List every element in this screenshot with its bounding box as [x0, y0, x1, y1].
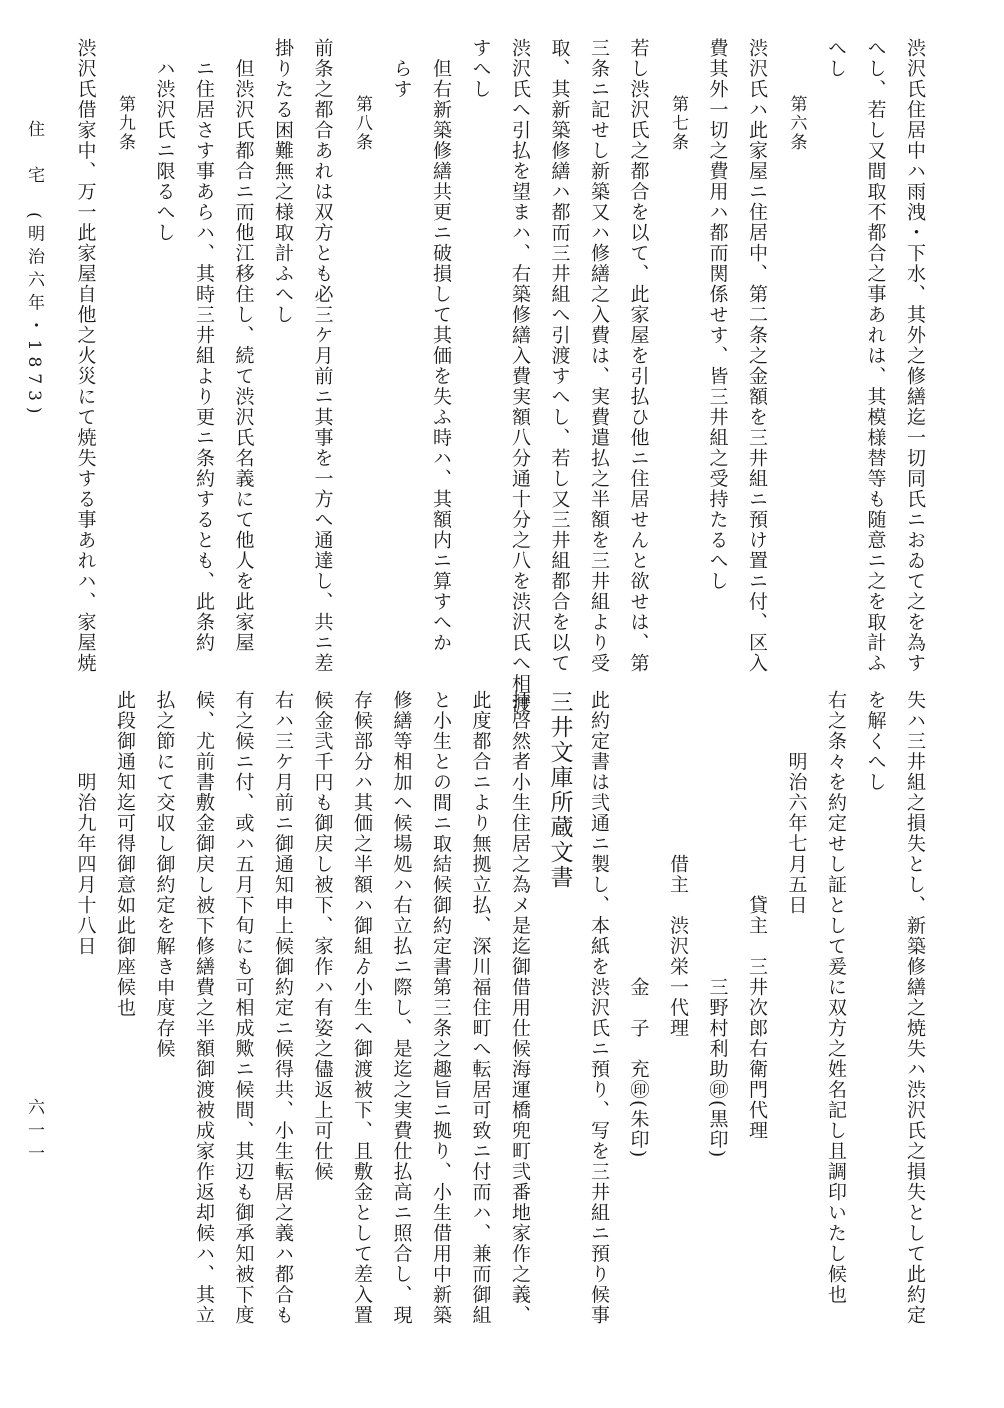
text-line: へし — [825, 38, 847, 79]
text-line: 此段御通知迄可得御意如此御座候也 — [114, 690, 136, 1018]
text-line: 失ハ三井組之損失とし、新築修繕之焼失ハ渋沢氏之損失として此約定 — [904, 690, 926, 1326]
text-line: 候金弐千円も御戻し被下、家作ハ有姿之儘返上可仕候 — [311, 690, 334, 1182]
text-line: 三条ニ記せし新築又ハ修繕之入費は、実費遣払之半額を三井組より受 — [588, 38, 610, 674]
text-line: 候、尤前書敷金御戻し被下修繕費之半額御渡被成家作返却候ハ、其立 — [193, 690, 215, 1326]
text-line: 有之候ニ付、或ハ五月下旬にも可相成歟ニ候間、其辺も御承知被下度 — [232, 690, 255, 1326]
date-line: 明治六年七月五日 — [785, 690, 808, 916]
text-line: と小生との間ニ取結候御約定書第三条之趣旨ニ拠り、小生借用中新築 — [430, 690, 452, 1326]
text-line: 払之節にて交収し御約定を解き申度存候 — [153, 690, 176, 1059]
text-line: 右ハ三ケ月前ニ御通知申上候御約定ニ候得共、小生転居之義ハ都合も — [272, 690, 294, 1326]
top-text-block — [65, 38, 934, 715]
text-line: 若し渋沢氏之都合を以て、此家屋を引払ひ他ニ住居せんと欲せは、第 — [627, 38, 650, 674]
text-line: を解くへし — [864, 690, 887, 793]
signature-line: 貸主 三井次郎右衛門代理 — [746, 690, 768, 1141]
text-line: 取、其新築修繕ハ都而三井組へ引渡すへし、若し又三井組都合を以て — [548, 38, 571, 674]
date-line: 明治九年四月十八日 — [74, 690, 97, 957]
article-heading: 第九条 — [115, 38, 135, 152]
text-line: 渋沢氏ハ此家屋ニ住居中、第二条之金額を三井組ニ預け置ニ付、区入 — [746, 38, 768, 674]
text-line: 右之条々を約定せし証として爰に双方之姓名記し且調印いたし候也 — [825, 690, 847, 1305]
text-line: へし、若し又間取不都合之事あれは、其模様替等も随意ニ之を取計ふ — [864, 38, 887, 674]
text-line: 費其外一切之費用ハ都而関係せす、皆三井組之受持たるへし — [706, 38, 729, 592]
text-line: すへし — [469, 38, 492, 100]
text-line: 渋沢氏住居中ハ雨洩・下水、其外之修繕迄一切同氏ニおゐて之を為す — [904, 38, 926, 674]
text-line: 修繕等相加へ候場処ハ右立払ニ際し、是迄之実費仕払高ニ照合し、現 — [390, 690, 413, 1326]
text-line: 渋沢氏へ引払を望まハ、右築修繕入費実額八分通十分之八を渋沢氏へ相渡 — [509, 38, 531, 715]
text-line: らす — [390, 38, 413, 100]
text-line: 此約定書は弐通ニ製し、本紙を渋沢氏ニ預り、写を三井組ニ預り候事 — [588, 690, 610, 1326]
article-heading: 第七条 — [668, 38, 688, 152]
text-line: 掛りたる困難無之様取計ふへし — [272, 38, 294, 325]
signature-line: 三野村利助㊞(黒印) — [706, 690, 729, 1159]
signature-line: 金 子 充㊞(朱印) — [627, 690, 650, 1159]
signature-line: 借主 渋沢栄一代理 — [667, 690, 689, 1039]
text-line: 此度都合ニより無拠立払、深川福住町へ転居可致ニ付而ハ、兼而御組 — [469, 690, 492, 1326]
page-number: 六一一 — [24, 1098, 44, 1167]
text-line: 但渋沢氏都合ニ而他江移住し、続て渋沢氏名義にて他人を此家屋 — [232, 38, 255, 653]
bottom-text-block — [65, 690, 934, 1330]
text-line: 但右新築修繕共更ニ破損して其価を失ふ時ハ、其額内ニ算すへか — [430, 38, 452, 653]
article-heading: 第六条 — [786, 38, 807, 152]
article-heading: 第八条 — [352, 38, 372, 152]
running-header — [22, 120, 47, 420]
text-line: ニ住居さす事あらハ、其時三井組より更ニ条約するとも、此条約 — [193, 38, 215, 653]
text-line: 拝啓然者小生住居之為メ是迄御借用仕候海運橋兜町弐番地家作之義、 — [509, 690, 531, 1326]
text-line: ハ渋沢氏ニ限るへし — [153, 38, 176, 243]
text-line: 存候部分ハ其価之半額ハ御組ゟ小生へ御渡被下、且敷金として差入置 — [351, 690, 373, 1326]
text-line: 渋沢氏借家中、万一此家屋自他之火災にて焼失する事あれハ、家屋焼 — [74, 38, 97, 674]
text-line: 前条之都合あれは双方とも必三ケ月前ニ其事を一方へ通達し、共ニ差 — [311, 38, 334, 674]
running-header-text: 住 宅 (明治六年・1873) — [24, 120, 44, 420]
section-title: 三井文庫所蔵文書 — [546, 690, 573, 890]
